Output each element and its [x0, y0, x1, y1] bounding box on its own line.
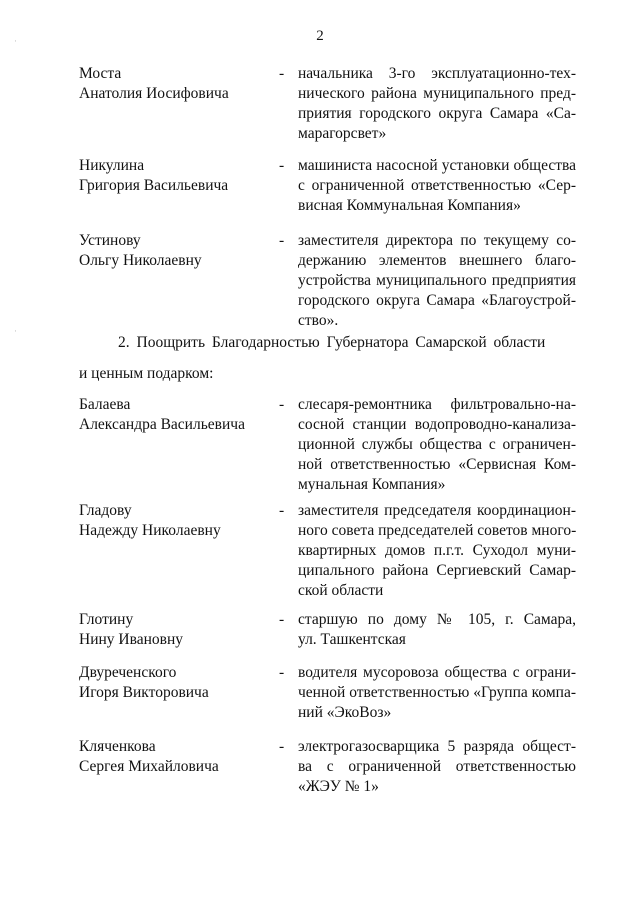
- dash-separator: -: [279, 502, 285, 519]
- position-description: электрогазосварщика 5 разряда общест- ва с ограниченной ответственностью «ЖЭУ № 1»: [298, 738, 576, 795]
- dash-separator: -: [279, 664, 285, 681]
- dash-separator: -: [279, 738, 285, 755]
- person-name: Никулина Григория Васильевича: [79, 157, 229, 194]
- position-description: начальника 3-го эксплуатационно-тех- нического района муниципального пред- приятия городского округа Самара «Са- марагорсвет»: [298, 65, 576, 142]
- dash-separator: -: [279, 65, 285, 82]
- position-description: заместителя директора по текущему со- держанию элементов внешнего благо- устройства муниципального предприятия городского округа Самара «Благоустрой- ство».: [298, 232, 576, 329]
- scan-mark: ·: [14, 36, 17, 46]
- dash-separator: -: [279, 611, 285, 628]
- person-name: Устинову Ольгу Николаевну: [79, 232, 202, 269]
- person-name: Балаева Александра Васильевича: [79, 396, 245, 433]
- scan-mark: ·: [14, 326, 17, 336]
- person-name: Гладову Надежду Николаевну: [79, 502, 221, 539]
- position-description: старшую по дому № 105, г. Самара, ул. Ташкентская: [298, 611, 576, 648]
- paragraph-2-continuation: и ценным подарком:: [79, 365, 214, 382]
- page-number: 2: [316, 28, 324, 44]
- position-description: слесаря-ремонтника фильтровально-на- сосной станции водопроводно-канализа- ционной службы общества с ограничен- ной ответственностью «Сервисная Ком- мунальная Компания»: [298, 396, 576, 493]
- person-name: Моста Анатолия Иосифовича: [79, 65, 229, 102]
- dash-separator: -: [279, 232, 285, 249]
- position-description: водителя мусоровоза общества с ограни- ченной ответственностью «Группа компа- ний «ЭкоВоз»: [298, 664, 576, 721]
- person-name: Кляченкова Сергея Михайловича: [79, 738, 219, 775]
- dash-separator: -: [279, 157, 285, 174]
- position-description: машиниста насосной установки общества с ограниченной ответственностью «Сер- висная Коммунальная Компания»: [298, 157, 576, 214]
- paragraph-2-heading: 2. Поощрить Благодарностью Губернатора Самарской области: [118, 334, 546, 351]
- person-name: Двуреченского Игоря Викторовича: [79, 664, 209, 701]
- dash-separator: -: [279, 396, 285, 413]
- position-description: заместителя председателя координацион- ного совета председателей советов много- квартирных домов п.г.т. Суходол муни- ципального района Сергиевский Самар- ской области: [298, 502, 577, 599]
- person-name: Глотину Нину Ивановну: [79, 611, 184, 648]
